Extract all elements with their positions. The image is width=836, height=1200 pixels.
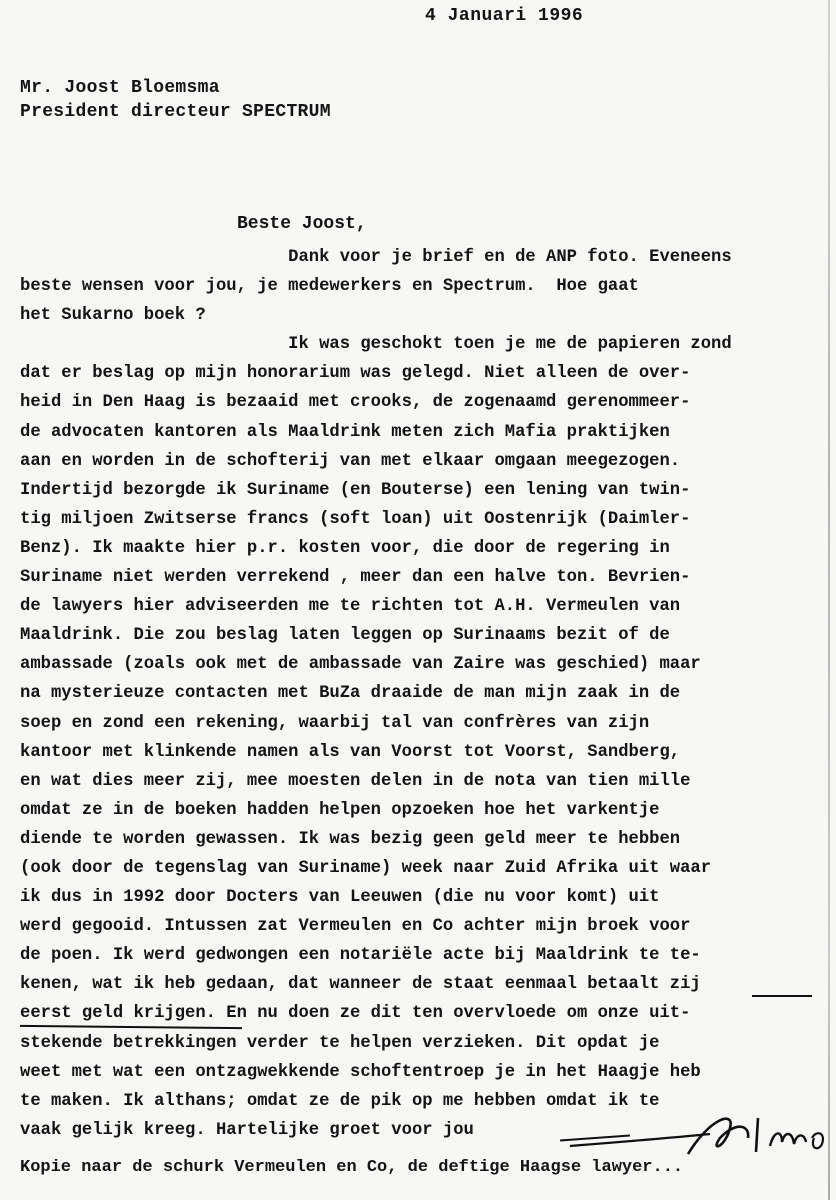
body-line: te maken. Ik althans; omdat ze de pik op me hebben omdat ik te bbox=[20, 1091, 660, 1111]
handwritten-underline bbox=[752, 995, 812, 997]
body-line: beste wensen voor jou, je medewerkers en Spectrum. Hoe gaat bbox=[20, 277, 639, 297]
body-line: weet met wat een ontzagwekkende schoftentroep je in het Haagje heb bbox=[20, 1062, 701, 1082]
letter-body bbox=[20, 243, 820, 1145]
body-line: de poen. Ik werd gedwongen een notariële acte bij Maaldrink te te- bbox=[20, 946, 701, 966]
body-line: heid in Den Haag is bezaaid met crooks, de zogenaamd gerenommeer- bbox=[20, 393, 691, 413]
body-line: Ik was geschokt toen je me de papieren zond bbox=[20, 335, 732, 355]
recipient-name: Mr. Joost Bloemsma bbox=[20, 78, 220, 98]
body-line: soep en zond een rekening, waarbij tal van confrères van zijn bbox=[20, 713, 650, 733]
body-line: ik dus in 1992 door Docters van Leeuwen (die nu voor komt) uit bbox=[20, 888, 660, 908]
body-line: vaak gelijk kreeg. Hartelijke groet voor jou bbox=[20, 1120, 474, 1140]
body-line: omdat ze in de boeken hadden helpen opzoeken hoe het varkentje bbox=[20, 800, 660, 820]
body-line: Benz). Ik maakte hier p.r. kosten voor, die door de regering in bbox=[20, 538, 670, 558]
body-line: stekende betrekkingen verder te helpen verzieken. Dit opdat je bbox=[20, 1033, 660, 1053]
body-line: kenen, wat ik heb gedaan, dat wanneer de staat eenmaal betaalt zij bbox=[20, 975, 701, 995]
body-line: eerst geld krijgen. En nu doen ze dit ten overvloede om onze uit- bbox=[20, 1004, 691, 1024]
body-line: het Sukarno boek ? bbox=[20, 306, 206, 326]
body-line: tig miljoen Zwitserse francs (soft loan) uit Oostenrijk (Daimler- bbox=[20, 509, 691, 529]
body-line: ambassade (zoals ook met de ambassade van Zaire was geschied) maar bbox=[20, 655, 701, 675]
body-line: Dank voor je brief en de ANP foto. Eveneens bbox=[20, 248, 732, 267]
body-line: na mysterieuze contacten met BuZa draaide de man mijn zaak in de bbox=[20, 684, 681, 704]
body-line: de advocaten kantoren als Maaldrink meten zich Mafia praktijken bbox=[20, 422, 670, 442]
body-line: en wat dies meer zij, mee moesten delen in de nota van tien mille bbox=[20, 771, 691, 791]
cc-line: Kopie naar de schurk Vermeulen en Co, de deftige Haagse lawyer... bbox=[20, 1158, 684, 1177]
body-line: Indertijd bezorgde ik Suriname (en Bouterse) een lening van twin- bbox=[20, 480, 691, 500]
handwritten-signature bbox=[560, 1108, 830, 1163]
body-line: werd gegooid. Intussen zat Vermeulen en Co achter mijn broek voor bbox=[20, 917, 691, 937]
page-edge bbox=[828, 0, 830, 1200]
letter-date: 4 Januari 1996 bbox=[425, 6, 584, 26]
body-line: diende te worden gewassen. Ik was bezig geen geld meer te hebben bbox=[20, 829, 681, 849]
body-line: aan en worden in de schofterij van met elkaar omgaan meegezogen. bbox=[20, 451, 681, 471]
salutation: Beste Joost, bbox=[237, 214, 367, 234]
body-line: de lawyers hier adviseerden me te richten tot A.H. Vermeulen van bbox=[20, 597, 681, 617]
recipient-title: President directeur SPECTRUM bbox=[20, 102, 331, 122]
body-line: Suriname niet werden verrekend , meer dan een halve ton. Bevrien- bbox=[20, 568, 691, 588]
body-line: (ook door de tegenslag van Suriname) week naar Zuid Afrika uit waar bbox=[20, 858, 712, 878]
body-line: Maaldrink. Die zou beslag laten leggen op Surinaams bezit of de bbox=[20, 626, 670, 646]
body-line: kantoor met klinkende namen als van Voorst tot Voorst, Sandberg, bbox=[20, 742, 681, 762]
body-line: dat er beslag op mijn honorarium was gelegd. Niet alleen de over- bbox=[20, 364, 691, 384]
